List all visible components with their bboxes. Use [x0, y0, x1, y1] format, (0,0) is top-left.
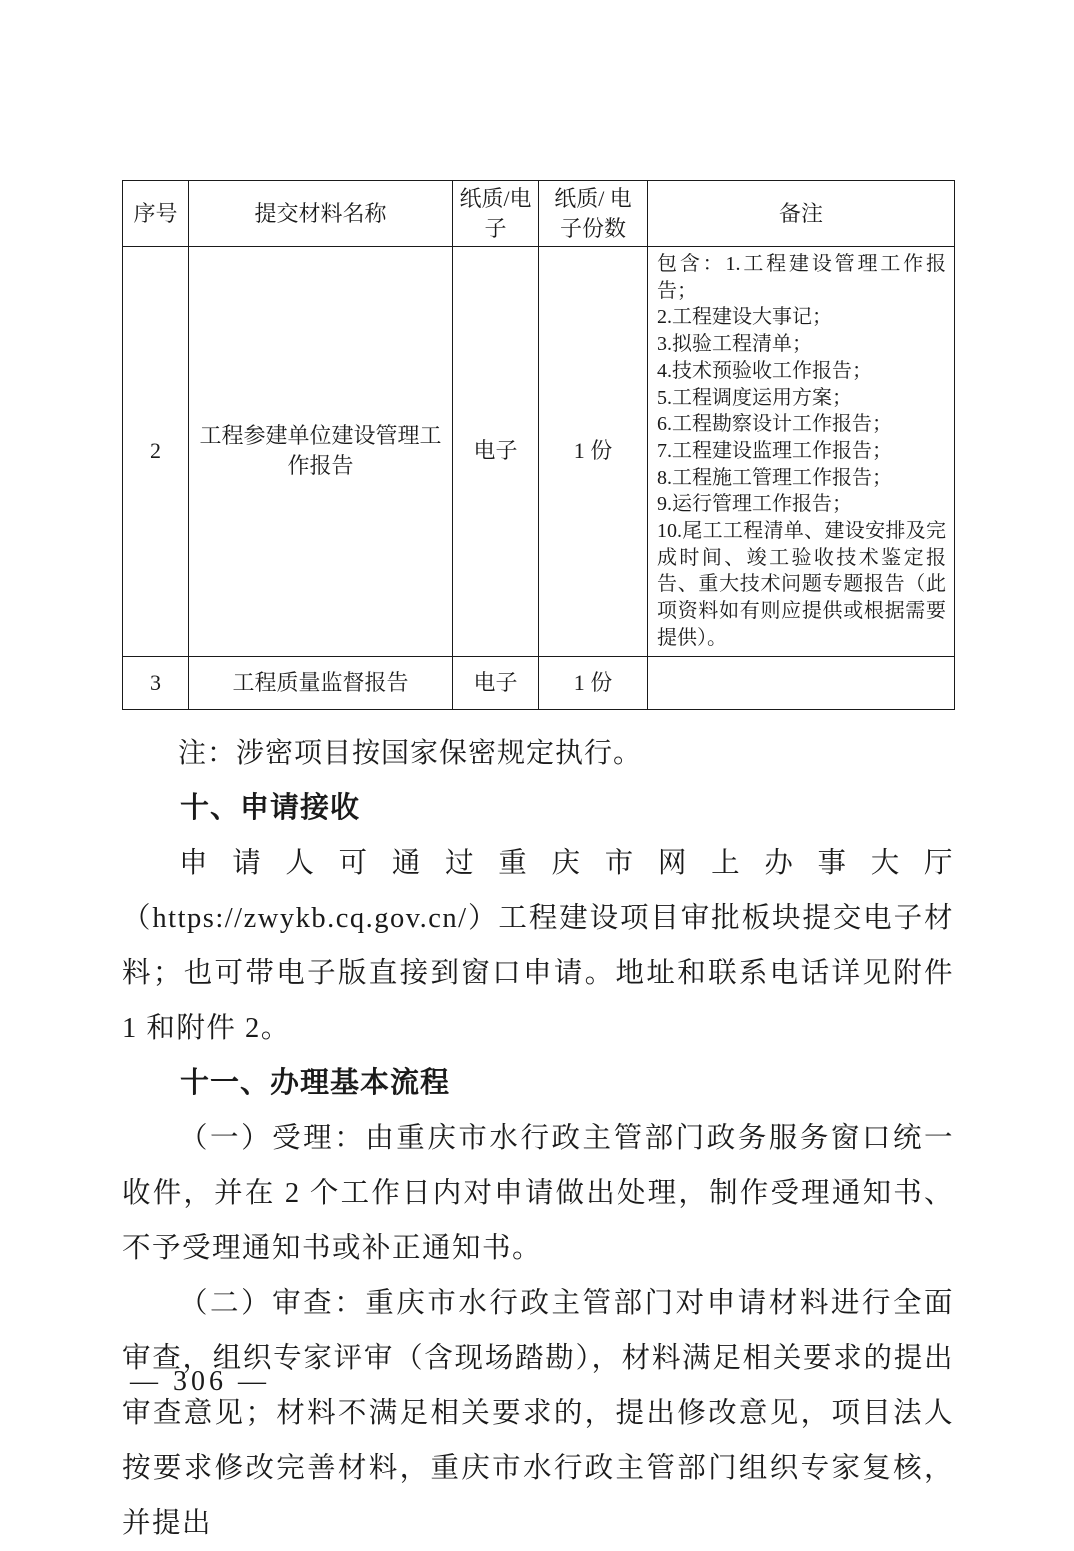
- remark-item: 2.工程建设大事记；: [657, 306, 832, 329]
- cell-material-name: 工程质量监督报告: [189, 656, 453, 709]
- header-medium: 纸质/电子: [453, 181, 539, 247]
- remark-item: 5.工程调度运用方案；: [657, 386, 852, 409]
- table-row: [123, 656, 955, 709]
- cell-remark: [648, 247, 955, 657]
- table-header-row: [123, 181, 955, 247]
- materials-table: [122, 180, 955, 710]
- section-11-paragraph-2: （二）审查：重庆市水行政主管部门对申请材料进行全面审查，组织专家评审（含现场踏勘），材料满足相关要求的提出审查意见；材料不满足相关要求的，提出修改意见，项目法人按要求修改完善材料，重庆市水行政主管部门组织专家复核，并提出: [122, 1287, 954, 1539]
- section-11-paragraph-1: （一）受理：由重庆市水行政主管部门政务服务窗口统一收件，并在 2 个工作日内对申请做出处理，制作受理通知书、不予受理通知书或补正通知书。: [122, 1122, 954, 1264]
- cell-medium: 电子: [453, 656, 539, 709]
- cell-material-name: 工程参建单位建设管理工作报告: [189, 247, 453, 657]
- section-10-heading: 十、申请接收: [180, 791, 361, 824]
- header-material-name: 提交材料名称: [189, 181, 453, 247]
- remark-item: 8.工程施工管理工作报告；: [657, 466, 892, 489]
- section-11-heading: 十一、办理基本流程: [180, 1066, 451, 1099]
- remark-item: 4.技术预验收工作报告；: [657, 359, 872, 382]
- cell-seq: 2: [123, 247, 189, 657]
- document-content: [122, 180, 954, 1551]
- header-seq: 序号: [123, 181, 189, 247]
- remark-item: 7.工程建设监理工作报告；: [657, 439, 892, 462]
- header-copies: 纸质/ 电子份数: [539, 181, 648, 247]
- remark-item: 10.尾工工程清单、建设安排及完成时间、竣工验收技术鉴定报告、重大技术问题专题报告（此项资料如有则应提供或根据需要提供）。: [657, 520, 946, 649]
- cell-medium: 电子: [453, 247, 539, 657]
- table-row: [123, 247, 955, 657]
- page-number: — 306 —: [130, 1366, 270, 1397]
- remark-item: 6.工程勘察设计工作报告；: [657, 413, 892, 436]
- cell-seq: 3: [123, 656, 189, 709]
- cell-copies: 1 份: [539, 656, 648, 709]
- section-10-paragraph: 申请人可通过重庆市网上办事大厅（https://zwykb.cq.gov.cn/）工程建设项目审批板块提交电子材料；也可带电子版直接到窗口申请。地址和联系电话详见附件 1 和附件 2。: [122, 847, 954, 1044]
- table-header: [123, 181, 955, 247]
- cell-remark: [648, 656, 955, 709]
- remark-item: 9.运行管理工作报告；: [657, 493, 852, 516]
- header-remark: 备注: [648, 181, 955, 247]
- remark-item: 3.拟验工程清单；: [657, 333, 812, 356]
- secrecy-note: 注：涉密项目按国家保密规定执行。: [178, 737, 643, 769]
- cell-copies: 1 份: [539, 247, 648, 657]
- remark-item: 包含：1.工程建设管理工作报告；: [657, 253, 946, 302]
